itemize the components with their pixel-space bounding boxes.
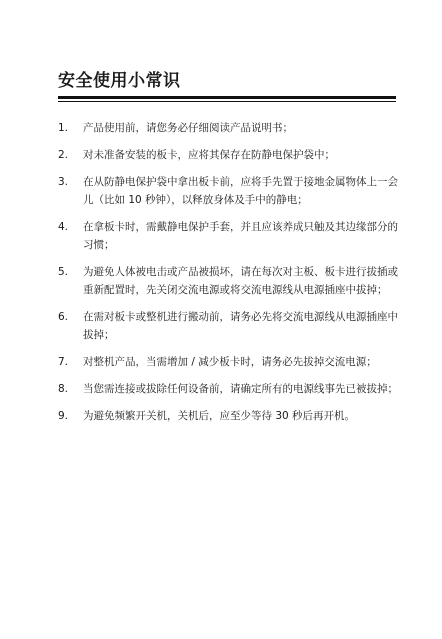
item-text: 为避免频繁开关机，关机后，应至少等待 30 秒后再开机。 xyxy=(83,410,356,422)
list-item xyxy=(58,146,398,164)
list-item xyxy=(58,263,398,299)
title-rule-thick xyxy=(58,96,396,99)
item-number: 7. xyxy=(58,356,69,368)
list-item xyxy=(58,173,398,209)
item-number: 8. xyxy=(58,383,69,395)
item-number: 2. xyxy=(58,149,69,161)
item-text: 对整机产品，当需增加 / 减少板卡时，请务必先拔掉交流电源； xyxy=(83,356,377,368)
list-item xyxy=(58,218,398,254)
item-text: 当您需连接或拔除任何设备前，请确定所有的电源线事先已被拔掉； xyxy=(83,383,398,395)
list-item xyxy=(58,119,398,137)
item-text: 在从防静电保护袋中拿出板卡前，应将手先置于接地金属物体上一会儿（比如 10 秒钟），以释放身体及手中的静电； xyxy=(83,176,398,206)
page-title: 安全使用小常识 xyxy=(58,71,181,91)
title-rule-thin xyxy=(58,101,396,102)
item-text: 为避免人体被电击或产品被损坏，请在每次对主板、板卡进行拔插或重新配置时，先关闭交流电源或将交流电源线从电源插座中拔掉； xyxy=(83,266,398,296)
item-number: 1. xyxy=(58,122,69,134)
item-number: 6. xyxy=(58,311,69,323)
item-text: 在需对板卡或整机进行搬动前，请务必先将交流电源线从电源插座中拔掉； xyxy=(83,311,398,341)
list-item xyxy=(58,380,398,398)
item-number: 5. xyxy=(58,266,69,278)
item-text: 产品使用前，请您务必仔细阅读产品说明书； xyxy=(83,122,293,134)
list-item xyxy=(58,308,398,344)
list-item xyxy=(58,407,398,425)
safety-tips-list xyxy=(58,119,398,434)
item-text: 对未准备安装的板卡，应将其保存在防静电保护袋中； xyxy=(83,149,335,161)
item-text: 在拿板卡时，需戴静电保护手套，并且应该养成只触及其边缘部分的习惯； xyxy=(83,221,398,251)
item-number: 9. xyxy=(58,410,69,422)
item-number: 3. xyxy=(58,176,69,188)
item-number: 4. xyxy=(58,221,69,233)
list-item xyxy=(58,353,398,371)
